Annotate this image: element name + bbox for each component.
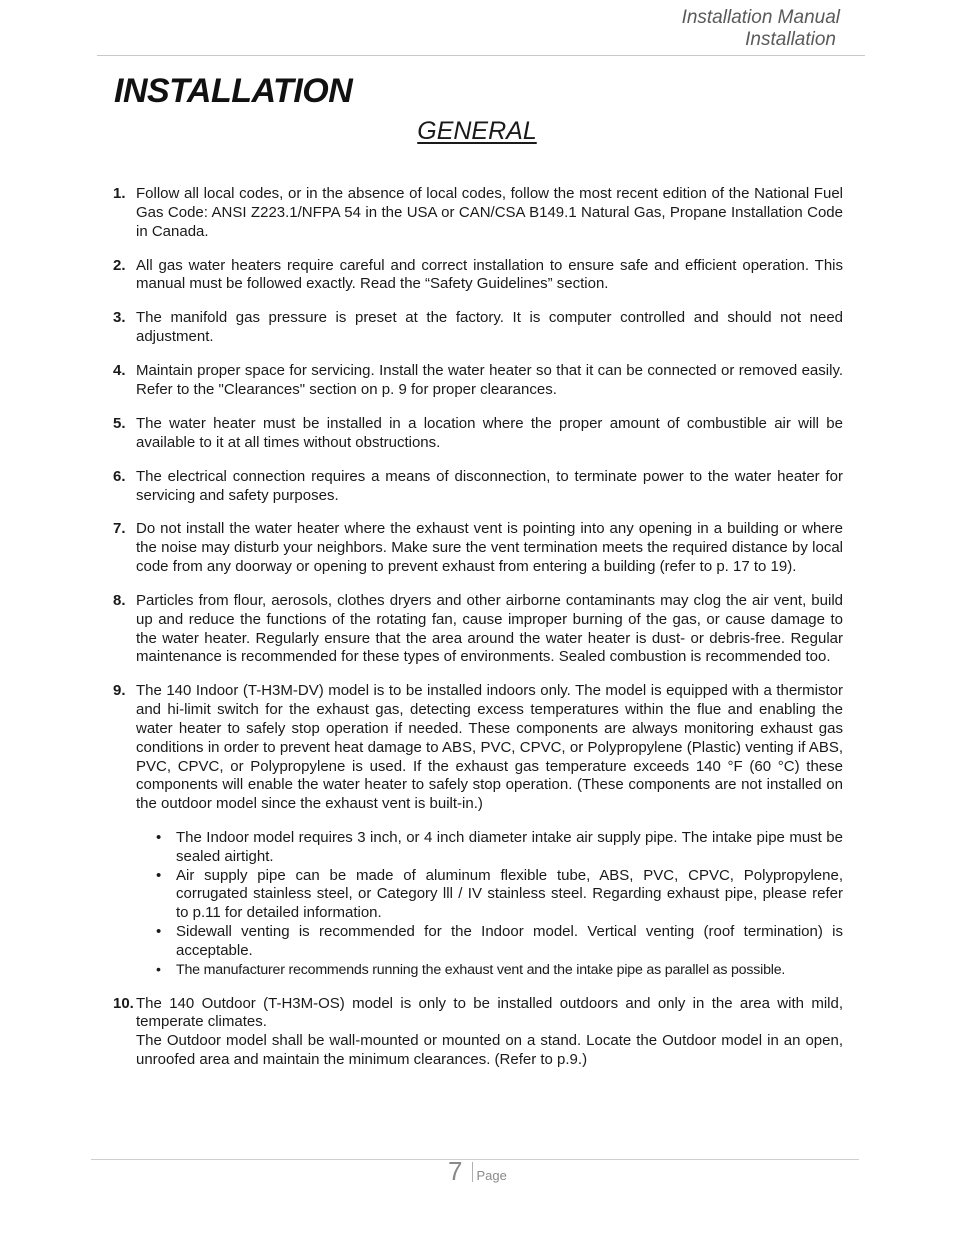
footer-separator — [472, 1162, 473, 1182]
item-text: The electrical connection requires a means of disconnection, to terminate power to the water heater for servicing and safety purposes. — [136, 467, 843, 504]
bullet-marker: • — [156, 961, 161, 978]
running-header — [682, 7, 840, 51]
bullet-marker: • — [156, 866, 162, 884]
page-title: INSTALLATION — [114, 72, 353, 110]
instruction-list — [113, 185, 843, 1085]
list-item — [113, 185, 843, 241]
bullet-marker: • — [156, 923, 162, 940]
page-footer — [448, 1156, 507, 1187]
bullet-text: The Indoor model requires 3 inch, or 4 inch diameter intake air supply pipe. The intake pipe must be sealed airtight. — [176, 829, 843, 865]
item-number: 9. — [113, 682, 126, 700]
item-text: Particles from flour, aerosols, clothes dryers and other airborne contaminants may clog the air vent, build up and reduce the functions of the rotating fan, cause improper burning of the gas, or cause damage to the water heater. Regularly ensure that the area around the water heater is dust- or debris-free. Regular maintenance is recommended for these types of environments. Sealed combustion is recommended too. — [136, 592, 843, 666]
item-text: The 140 Outdoor (T-H3M-OS) model is only to be installed outdoors and only in the area with mild, temperate climates. — [136, 994, 843, 1031]
list-item — [113, 362, 843, 400]
header-section-title: Installation — [745, 29, 836, 50]
list-item — [113, 309, 843, 347]
item-text: All gas water heaters require careful and correct installation to ensure safe and efficient operation. This manual must be followed exactly. Read the “Safety Guidelines” section. — [136, 256, 843, 293]
page-number: 7 — [448, 1156, 463, 1186]
item-number: 7. — [113, 520, 126, 538]
item-number: 6. — [113, 467, 126, 485]
list-item — [113, 592, 843, 667]
section-title: GENERAL — [417, 117, 537, 145]
bullet-text: The manufacturer recommends running the exhaust vent and the intake pipe as parallel as possible. — [176, 961, 786, 978]
list-item — [113, 682, 843, 979]
item-number: 2. — [113, 256, 126, 274]
sub-bullet-list — [136, 829, 843, 979]
item-number: 4. — [113, 362, 126, 380]
list-item — [113, 995, 843, 1070]
list-item — [113, 520, 843, 576]
item-text: Follow all local codes, or in the absence of local codes, follow the most recent edition of the National Fuel Gas Code: ANSI Z223.1/NFPA 54 in the USA or CAN/CSA B149.1 Natural Gas, Propane Installation Code in Canada. — [136, 185, 843, 240]
bullet-item — [156, 961, 843, 980]
list-item — [113, 415, 843, 453]
header-divider — [97, 55, 865, 56]
item-number: 5. — [113, 414, 126, 432]
page-label: Page — [476, 1168, 507, 1183]
bullet-text: Air supply pipe can be made of aluminum flexible tube, ABS, PVC, CPVC, Polypropylene, corrugated stainless steel, or Category lll / IV stainless steel. Regarding exhaust pipe, please refer to p.11 for detailed information. — [176, 866, 843, 922]
item-text: Maintain proper space for servicing. Install the water heater so that it can be connected or removed easily. Refer to the "Clearances" section on p. 9 for proper clearances. — [136, 362, 843, 398]
bullet-text: Sidewall venting is recommended for the Indoor model. Vertical venting (roof termination) is acceptable. — [176, 923, 843, 959]
item-number: 3. — [113, 309, 126, 327]
header-manual-title: Installation Manual — [681, 7, 840, 28]
bullet-item — [156, 923, 843, 961]
list-item — [113, 468, 843, 506]
item-text: The 140 Indoor (T-H3M-DV) model is to be installed indoors only. The model is equipped with a thermistor and hi-limit switch for the exhaust gas, detecting excess temperatures within the flue and enabling the water heater to safely stop operation if needed. These components are always monitoring exhaust gas conditions in order to prevent heat damage to ABS, PVC, CPVC, or Polypropylene (Plastic) venting if ABS, PVC, CPVC, or Polypropylene is used. If the exhaust gas temperature exceeds 140 °F (60 °C) these components will enable the water heater to safely stop operation. (These components are not installed on the outdoor model since the exhaust vent is built-in.) — [136, 682, 843, 813]
bullet-marker: • — [156, 829, 162, 847]
item-text: The manifold gas pressure is preset at the factory. It is computer controlled and should not need adjustment. — [136, 309, 843, 346]
item-number: 1. — [113, 185, 126, 202]
item-number: 8. — [113, 592, 126, 610]
item-text: Do not install the water heater where the exhaust vent is pointing into any opening in a building or where the noise may disturb your neighbors. Make sure the vent termination meets the required distance by local code from any doorway or opening to prevent exhaust from entering a building (refer to p. 17 to 19). — [136, 520, 843, 576]
bullet-item — [156, 866, 843, 923]
item-text-continued: The Outdoor model shall be wall-mounted or mounted on a stand. Locate the Outdoor model in an open, unroofed area and maintain the minimum clearances. (Refer to p.9.) — [136, 1032, 843, 1068]
item-text: The water heater must be installed in a location where the proper amount of combustible air will be available to it at all times without obstructions. — [136, 414, 843, 451]
item-number: 10. — [113, 994, 134, 1012]
bullet-item — [156, 829, 843, 867]
list-item — [113, 257, 843, 295]
